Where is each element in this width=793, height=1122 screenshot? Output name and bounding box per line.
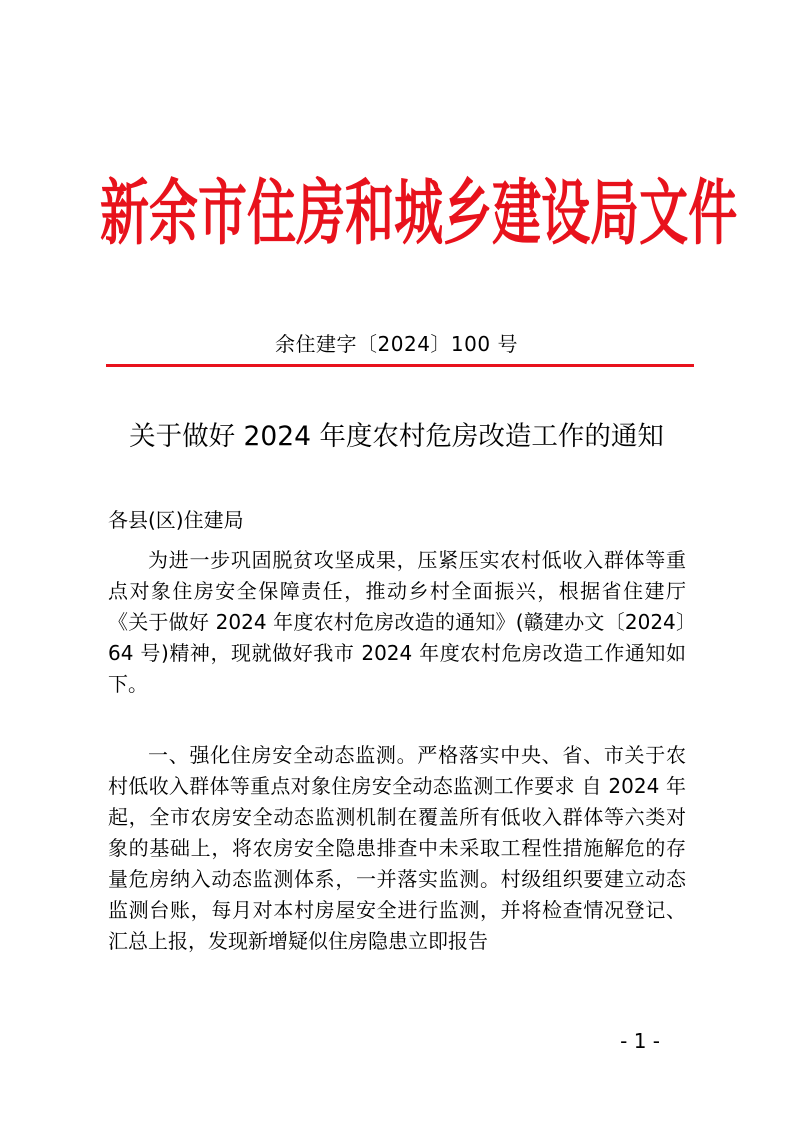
masthead-char: 市 [198, 170, 248, 256]
masthead-char: 新 [100, 170, 150, 256]
masthead-char: 设 [541, 170, 591, 256]
masthead-char: 和 [345, 170, 395, 256]
masthead-char: 建 [492, 170, 542, 256]
red-divider-line [106, 364, 694, 367]
masthead-char: 件 [688, 170, 738, 256]
body-paragraph-section-1: 一、强化住房安全动态监测。严格落实中央、省、市关于农村低收入群体等重点对象住房安全动态监测工作要求 自 2024 年起，全市农房安全动态监测机制在覆盖所有低收入群体等六类对象的基础上，将农房安全隐患排查中未采取工程性措施解危的存量危房纳入动态监测体系，一并落实监测。村级组织要建立动态监测台账，每月对本村房屋安全进行监测，并将检查情况登记、汇总上报，发现新增疑似住房隐患立即报告 [108, 743, 686, 953]
recipient-line: 各县(区)住建局 [108, 508, 244, 532]
notice-title: 关于做好 2024 年度农村危房改造工作的通知 [129, 421, 664, 452]
document-number: 余住建字〔2024〕100 号 [275, 332, 518, 356]
masthead-title [100, 168, 738, 258]
masthead-char: 乡 [443, 170, 493, 256]
masthead-char: 住 [247, 170, 297, 256]
masthead-char: 文 [639, 170, 689, 256]
masthead-char: 局 [590, 170, 640, 256]
body-paragraph-intro: 为进一步巩固脱贫攻坚成果，压紧压实农村低收入群体等重点对象住房安全保障责任，推动乡村全面振兴，根据省住建厅《关于做好 2024 年度农村危房改造的通知》(赣建办文〔2024〕64 号)精神，现就做好我市 2024 年度农村危房改造工作通知如下。 [108, 548, 686, 696]
masthead-char: 城 [394, 170, 444, 256]
masthead-char: 房 [296, 170, 346, 256]
page-number: - 1 - [620, 1029, 660, 1053]
masthead-char: 余 [149, 170, 199, 256]
